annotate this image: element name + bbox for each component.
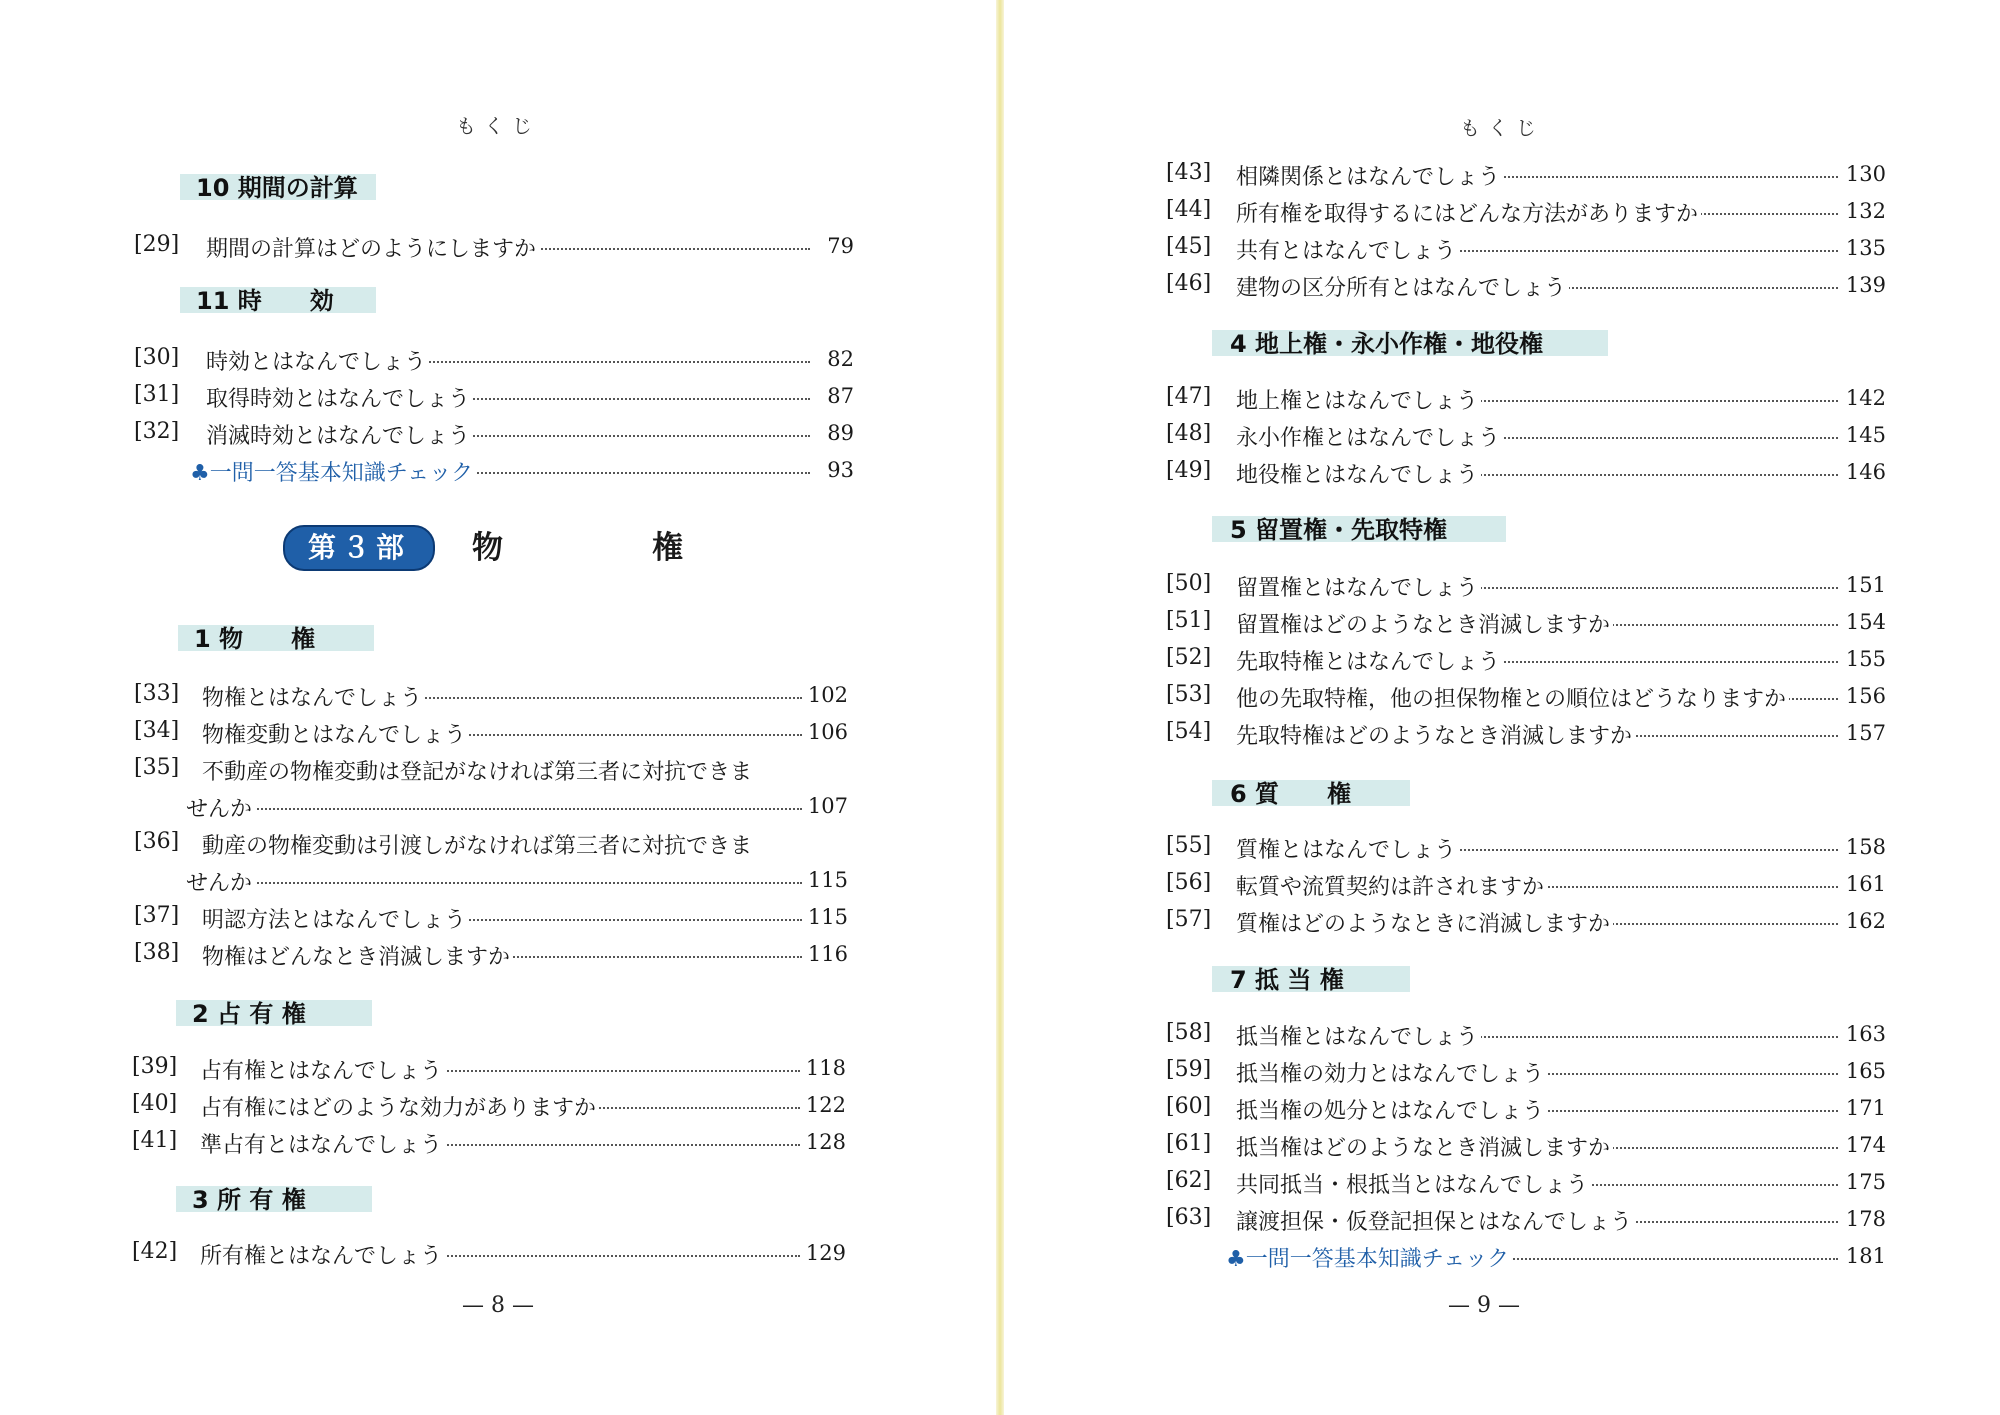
entry-number: [42] [132,1239,178,1264]
entry-page: 115 [807,868,848,892]
page-number: — 8 — [462,1293,534,1318]
entry-title: 期間の計算はどのようにしますか [206,232,539,263]
entry-title: 建物の区分所有とはなんでしょう [1236,271,1569,302]
entry-title: 先取特権とはなんでしょう [1236,645,1503,676]
entry-number: [51] [1166,608,1212,633]
entry-title: 物権とはなんでしょう [202,681,425,712]
running-head: もくじ [456,114,540,138]
entry-page: 165 [1845,1059,1886,1083]
entry-title: 不動産の物権変動は登記がなければ第三者に対抗できま [202,755,755,786]
entry-number: [58] [1166,1020,1212,1045]
entry-page: 115 [807,905,848,929]
section-heading: 5 留置権・先取特権 [1230,516,1448,544]
entry-number: [47] [1166,384,1212,409]
entry-title: 所有権を取得するにはどんな方法がありますか [1236,197,1701,228]
entry-page: 145 [1845,423,1886,447]
entry-number: [50] [1166,571,1212,596]
toc-entry[interactable] [134,829,848,865]
toc-entry[interactable] [1166,870,1886,906]
toc-entry[interactable] [134,382,854,418]
page-number: — 9 — [1448,1293,1520,1318]
toc-entry[interactable] [1166,160,1886,196]
entry-title: 地上権とはなんでしょう [1236,384,1481,415]
entry-title: 物権はどんなとき消滅しますか [202,940,513,971]
entry-page: 93 [827,458,854,482]
entry-number: [32] [134,419,180,444]
entry-number: [63] [1166,1205,1212,1230]
entry-page: 155 [1845,647,1886,671]
entry-title: 時効とはなんでしょう [206,345,429,376]
section-heading: 6 質 権 [1230,780,1352,808]
toc-entry[interactable] [1166,421,1886,457]
entry-page: 79 [827,234,854,258]
toc-entry[interactable] [1166,1057,1886,1093]
entry-number: [34] [134,718,180,743]
entry-page: 163 [1845,1022,1886,1046]
entry-page: 122 [805,1093,846,1117]
toc-entry[interactable] [1166,271,1886,307]
toc-entry[interactable] [1166,1094,1886,1130]
entry-page: 89 [827,421,854,445]
section-heading: 3 所 有 権 [192,1186,306,1214]
entry-page: 154 [1845,610,1886,634]
entry-title: 留置権とはなんでしょう [1236,571,1481,602]
entry-number: [53] [1166,682,1212,707]
entry-number: [41] [132,1128,178,1153]
entry-page: 157 [1845,721,1886,745]
entry-page: 158 [1845,835,1886,859]
section-heading: 2 占 有 権 [192,1000,306,1028]
entry-title: 転質や流質契約は許されますか [1236,870,1547,901]
entry-title: 抵当権の効力とはなんでしょう [1236,1057,1547,1088]
entry-title: 消滅時効とはなんでしょう [206,419,473,450]
entry-title: 先取特権はどのようなとき消滅しますか [1236,719,1635,750]
toc-entry[interactable] [1166,571,1886,607]
entry-number: [54] [1166,719,1212,744]
toc-entry[interactable] [1166,682,1886,718]
toc-entry[interactable] [132,1054,846,1090]
part-title: 権 [652,530,683,566]
entry-number: [39] [132,1054,178,1079]
entry-number: [52] [1166,645,1212,670]
entry-title: 共同抵当・根抵当とはなんでしょう [1236,1168,1591,1199]
entry-title: 地役権とはなんでしょう [1236,458,1481,489]
entry-title: 明認方法とはなんでしょう [202,903,469,934]
entry-number: [44] [1166,197,1212,222]
entry-page: 102 [807,683,848,707]
entry-page: 130 [1845,162,1886,186]
entry-title: 取得時効とはなんでしょう [206,382,473,413]
entry-title: 他の先取特権，他の担保物権との順位はどうなりますか [1236,682,1789,713]
entry-number: [40] [132,1091,178,1116]
entry-page: 181 [1845,1244,1886,1268]
entry-title: 占有権にはどのような効力がありますか [200,1091,599,1122]
entry-number: [35] [134,755,180,780]
toc-entry[interactable] [1166,458,1886,494]
toc-entry[interactable] [1166,197,1886,233]
entry-page: 139 [1845,273,1886,297]
section-heading: 11 時 効 [196,287,334,315]
entry-number: [36] [134,829,180,854]
toc-entry[interactable] [1166,1020,1886,1056]
entry-number: [37] [134,903,180,928]
toc-entry-continuation[interactable] [134,792,848,828]
entry-title: 所有権とはなんでしょう [200,1239,445,1270]
toc-entry[interactable] [134,755,848,791]
entry-title: 抵当権とはなんでしょう [1236,1020,1481,1051]
entry-page: 118 [805,1056,846,1080]
toc-entry[interactable] [134,903,848,939]
entry-number: [56] [1166,870,1212,895]
quiz-check-label: ♣一問一答基本知識チェック [190,456,476,487]
entry-title: 占有権とはなんでしょう [200,1054,445,1085]
entry-title: 留置権はどのようなとき消滅しますか [1236,608,1613,639]
toc-entry-continuation[interactable] [134,866,848,902]
entry-title: 物権変動とはなんでしょう [202,718,469,749]
toc-entry[interactable] [1166,1205,1886,1241]
dot-leader [186,882,802,884]
dot-leader [186,808,802,810]
entry-title: 動産の物権変動は引渡しがなければ第三者に対抗できま [202,829,755,860]
toc-entry[interactable] [134,345,854,381]
running-head: もくじ [1460,116,1544,140]
part-badge: 第３部 [283,525,435,571]
entry-number: [55] [1166,833,1212,858]
toc-entry[interactable] [132,1091,846,1127]
entry-page: 128 [805,1130,846,1154]
toc-entry[interactable] [134,681,848,717]
section-heading: 7 抵 当 権 [1230,966,1344,994]
quiz-check-entry[interactable] [134,456,854,492]
entry-title: 質権はどのようなときに消滅しますか [1236,907,1613,938]
entry-page: 142 [1845,386,1886,410]
entry-page: 106 [807,720,848,744]
quiz-check-label: ♣一問一答基本知識チェック [1226,1242,1512,1273]
left-page [0,0,996,1415]
book-gutter [996,0,1004,1415]
entry-title: 相隣関係とはなんでしょう [1236,160,1503,191]
entry-page: 82 [827,347,854,371]
entry-number: [45] [1166,234,1212,259]
entry-page: 129 [805,1241,846,1265]
entry-number: [61] [1166,1131,1212,1156]
entry-number: [48] [1166,421,1212,446]
entry-page: 174 [1845,1133,1886,1157]
quiz-check-entry[interactable] [1166,1242,1886,1278]
entry-title: 永小作権とはなんでしょう [1236,421,1503,452]
toc-entry[interactable] [1166,833,1886,869]
toc-entry[interactable] [1166,608,1886,644]
entry-number: [30] [134,345,180,370]
entry-page: 156 [1845,684,1886,708]
toc-entry[interactable] [134,419,854,455]
entry-page: 162 [1845,909,1886,933]
toc-entry[interactable] [132,1128,846,1164]
entry-number: [59] [1166,1057,1212,1082]
entry-number: [29] [134,232,180,257]
entry-number: [62] [1166,1168,1212,1193]
toc-entry[interactable] [1166,384,1886,420]
toc-entry[interactable] [1166,907,1886,943]
entry-page: 178 [1845,1207,1886,1231]
entry-page: 132 [1845,199,1886,223]
entry-page: 87 [827,384,854,408]
entry-title: 準占有とはなんでしょう [200,1128,445,1159]
toc-entry[interactable] [1166,645,1886,681]
section-heading: 1 物 権 [194,625,316,653]
entry-title-continuation: せんか [186,866,255,897]
toc-entry[interactable] [1166,1131,1886,1167]
toc-entry[interactable] [134,718,848,754]
toc-entry[interactable] [132,1239,846,1275]
entry-page: 175 [1845,1170,1886,1194]
entry-number: [33] [134,681,180,706]
toc-entry[interactable] [1166,1168,1886,1204]
entry-page: 116 [807,942,848,966]
toc-entry[interactable] [134,232,854,268]
entry-page: 107 [807,794,848,818]
entry-page: 135 [1845,236,1886,260]
entry-number: [46] [1166,271,1212,296]
entry-number: [60] [1166,1094,1212,1119]
entry-number: [49] [1166,458,1212,483]
entry-number: [31] [134,382,180,407]
entry-number: [38] [134,940,180,965]
entry-title: 質権とはなんでしょう [1236,833,1459,864]
section-heading: 10 期間の計算 [196,174,358,202]
entry-page: 151 [1845,573,1886,597]
section-heading: 4 地上権・永小作権・地役権 [1230,330,1544,358]
entry-page: 171 [1845,1096,1886,1120]
entry-title: 抵当権はどのようなとき消滅しますか [1236,1131,1613,1162]
entry-page: 161 [1845,872,1886,896]
entry-title-continuation: せんか [186,792,255,823]
entry-number: [43] [1166,160,1212,185]
entry-number: [57] [1166,907,1212,932]
right-page [1004,0,2000,1415]
toc-entry[interactable] [1166,719,1886,755]
entry-title: 共有とはなんでしょう [1236,234,1459,265]
toc-entry[interactable] [1166,234,1886,270]
part-title: 物 [472,530,503,566]
toc-entry[interactable] [134,940,848,976]
entry-page: 146 [1845,460,1886,484]
entry-title: 抵当権の処分とはなんでしょう [1236,1094,1547,1125]
entry-title: 譲渡担保・仮登記担保とはなんでしょう [1236,1205,1635,1236]
